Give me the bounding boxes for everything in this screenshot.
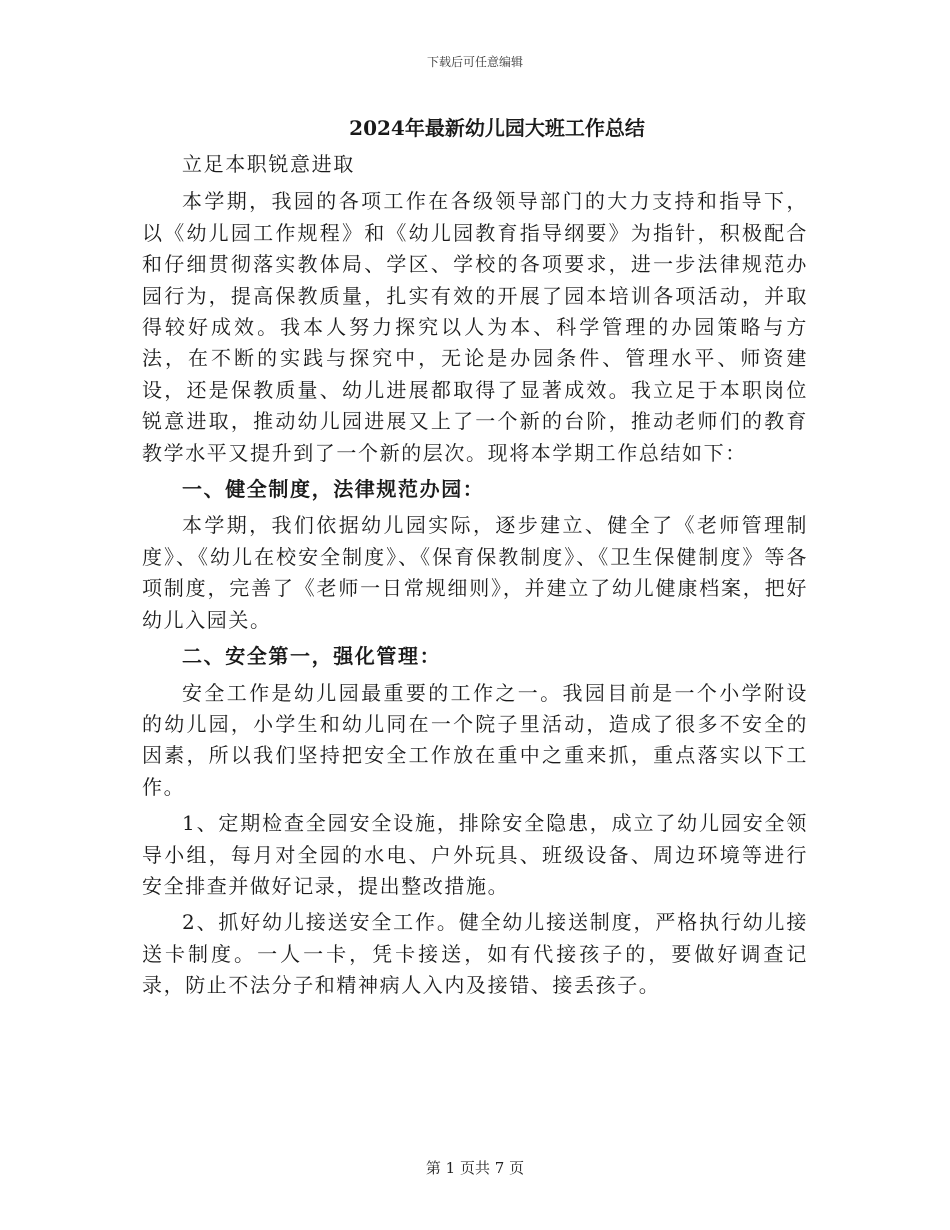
section-2-item-2: 2、抓好幼儿接送安全工作。健全幼儿接送制度，严格执行幼儿接送卡制度。一人一卡，凭卡接送，如有代接孩子的，要做好调查记录，防止不法分子和精神病人入内及接错、接丢孩子。 — [142, 910, 808, 998]
document-title: 2024年最新幼儿园大班工作总结 — [349, 116, 645, 140]
document-subtitle: 立足本职锐意进取 — [182, 152, 355, 176]
intro-paragraph: 本学期，我园的各项工作在各级领导部门的大力支持和指导下，以《幼儿园工作规程》和《幼儿园教育指导纲要》为指针，积极配合和仔细贯彻落实教体局、学区、学校的各项要求，进一步法律规范办园行为，提高保教质量，扎实有效的开展了园本培训各项活动，并取得较好成效。我本人努力探究以人为本、科学管理的办园策略与方法，在不断的实践与探究中，无论是办园条件、管理水平、师资建设，还是保教质量、幼儿进展都取得了显著成效。我立足于本职岗位锐意进取，推动幼儿园进展又上了一个新的台阶，推动老师们的教育教学水平又提升到了一个新的层次。现将本学期工作总结如下： — [142, 189, 808, 465]
section-heading-1: 一、健全制度，法律规范办园： — [182, 477, 485, 502]
page-number: 第 1 页共 7 页 — [425, 1159, 525, 1177]
document-body — [142, 113, 808, 1002]
page-header-note: 下载后可任意编辑 — [426, 55, 523, 69]
section-heading-2: 二、安全第一，强化管理： — [182, 644, 442, 669]
section-2-item-1: 1、定期检查全园安全设施，排除安全隐患，成立了幼儿园安全领导小组，每月对全园的水电、户外玩具、班级设备、周边环境等进行安全排查并做好记录，提出整改措施。 — [142, 811, 808, 898]
section-1-paragraph: 本学期，我们依据幼儿园实际，逐步建立、健全了《老师管理制度》、《幼儿在校安全制度》、《保育保教制度》、《卫生保健制度》等各项制度，完善了《老师一日常规细则》，并建立了幼儿健康档案，把好幼儿入园关。 — [142, 513, 808, 632]
section-2-paragraph: 安全工作是幼儿园最重要的工作之一。我园目前是一个小学附设的幼儿园，小学生和幼儿同在一个院子里活动，造成了很多不安全的因素，所以我们坚持把安全工作放在重中之重来抓，重点落实以下工作。 — [142, 680, 808, 799]
